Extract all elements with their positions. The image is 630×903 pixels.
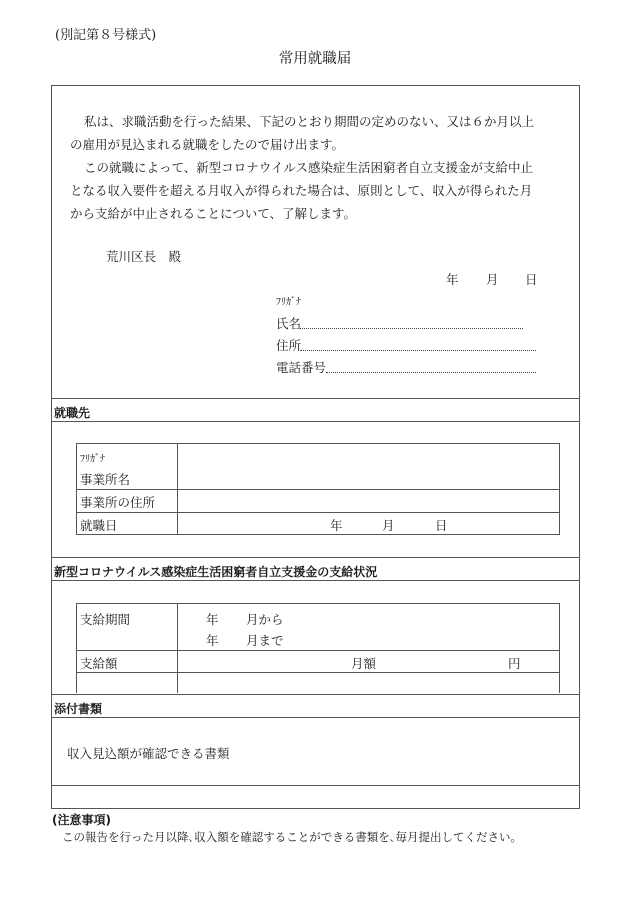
applicant-address-field[interactable] — [300, 350, 536, 351]
section-divider — [51, 421, 580, 422]
date-day-label: 日 — [525, 272, 538, 287]
start-date-month: 月 — [382, 518, 395, 533]
office-address-label: 事業所の住所 — [80, 495, 156, 510]
employment-section-title: 就職先 — [54, 406, 91, 420]
period-to-year: 年 — [206, 633, 219, 648]
applicant-furigana-label: ﾌﾘｶﾞﾅ — [276, 297, 301, 308]
table-top-border — [76, 603, 560, 604]
office-furigana-label: ﾌﾘｶﾞﾅ — [80, 454, 105, 465]
table-right-border — [559, 603, 560, 693]
page-title: 常用就職届 — [278, 51, 352, 67]
declaration-line-3: この就職によって、新型コロナウイルス感染症生活困窮者自立支援金が支給中止 — [84, 160, 534, 175]
declaration-line-5: から支給が中止されることについて、了解します。 — [70, 206, 357, 221]
period-from-year: 年 — [206, 612, 219, 627]
section-divider — [51, 785, 580, 786]
applicant-address-label: 住所 — [276, 338, 302, 353]
table-column-divider — [177, 603, 178, 693]
section-divider — [51, 398, 580, 399]
amount-label: 支給額 — [80, 656, 118, 671]
addressee: 荒川区長 殿 — [106, 249, 182, 264]
applicant-phone-field[interactable] — [326, 372, 536, 373]
date-year-label: 年 — [446, 272, 459, 287]
form-number: (別記第８号様式) — [55, 28, 157, 43]
section-divider — [51, 557, 580, 558]
applicant-name-label: 氏名 — [276, 316, 302, 331]
notes-text: この報告を行った月以降､収入額を確認することができる書類を､毎月提出してください｡ — [62, 830, 517, 844]
table-row-divider — [76, 672, 560, 673]
table-row-divider — [76, 650, 560, 651]
amount-monthly-label: 月額 — [351, 656, 377, 671]
start-date-label: 就職日 — [80, 518, 118, 533]
office-name-label: 事業所名 — [80, 472, 131, 487]
declaration-line-2: の雇用が見込まれる就職をしたので届け出ます。 — [70, 137, 345, 152]
section-divider — [51, 717, 580, 718]
table-left-border — [76, 603, 77, 693]
period-label: 支給期間 — [80, 612, 131, 627]
table-row-divider — [76, 489, 560, 490]
date-month-label: 月 — [486, 272, 499, 287]
attachments-section-title: 添付書類 — [54, 702, 103, 716]
applicant-name-field[interactable] — [300, 328, 523, 329]
benefit-section-title: 新型コロナウイルス感染症生活困窮者自立支援金の支給状況 — [54, 565, 378, 579]
start-date-day: 日 — [435, 518, 448, 533]
declaration-line-4: となる収入要件を超える月収入が得られた場合は、原則として、収入が得られた月 — [70, 183, 533, 198]
section-divider — [51, 580, 580, 581]
table-row-divider — [76, 512, 560, 513]
period-from-month: 月から — [246, 612, 284, 627]
section-divider — [51, 694, 580, 695]
applicant-phone-label: 電話番号 — [276, 360, 327, 375]
declaration-line-1: 私は、求職活動を行った結果、下記のとおり期間の定めのない、又は６か月以上 — [84, 114, 535, 129]
attachment-item: 収入見込額が確認できる書類 — [67, 746, 230, 761]
notes-title: (注意事項) — [52, 813, 111, 827]
amount-yen-label: 円 — [508, 656, 521, 671]
period-to-month: 月まで — [246, 633, 284, 648]
start-date-year: 年 — [330, 518, 343, 533]
